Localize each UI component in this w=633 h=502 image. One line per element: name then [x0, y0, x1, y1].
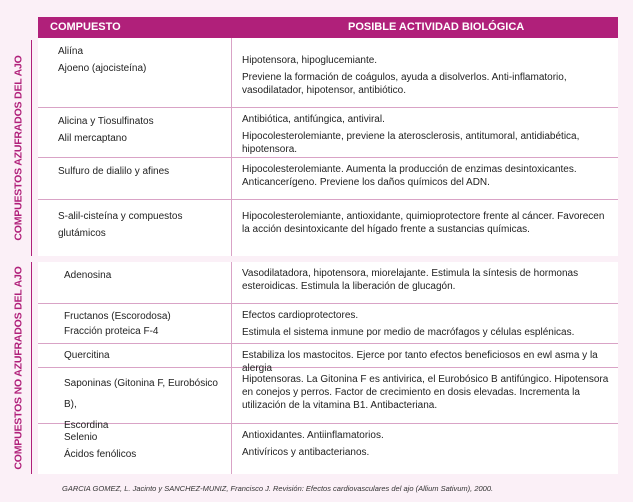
compound-cell: [38, 344, 232, 367]
compound-name: S-alil-cisteína y compuestos glutámicos: [58, 211, 183, 239]
compound-name: Quercitina: [64, 350, 110, 361]
compound-cell: [38, 158, 232, 199]
activity-cell: [232, 200, 618, 256]
activity-cell: [232, 304, 618, 343]
activity-text: Hipotensoras. La Gitonina F es antivirica, el Eurobósico B antifúngico. Hipotensora en conejos y perros. Factor de crecimiento en dosis elevadas. Incrementa la utilización de la vitamina B1. Antibacteriana.: [242, 374, 609, 411]
table-row: [38, 200, 618, 256]
compound-name: Alil mercaptano: [58, 133, 127, 144]
group2-side-rule: [31, 262, 32, 474]
compound-cell: [38, 368, 232, 431]
compound-name: Selenio: [64, 432, 98, 443]
compound-name: Ácidos fenólicos: [64, 449, 137, 460]
activity-cell: [232, 262, 618, 303]
activity-cell: [232, 108, 618, 157]
table-row: [38, 424, 618, 474]
table-row: [38, 262, 618, 304]
activity-text: Vasodilatadora, hipotensora, miorelajante. Estimula la síntesis de hormonas esteroidicas. Estimula la liberación de glucagón.: [242, 268, 579, 292]
group1-block: [38, 38, 618, 256]
activity-cell: [232, 424, 618, 474]
activity-text: Antibiótica, antifúngica, antiviral.: [242, 114, 385, 125]
group2-side-label: COMPUESTOS NO AZUFRADOS DEL AJO: [13, 266, 25, 470]
compound-name: Ajoeno (ajocisteína): [58, 63, 147, 74]
activity-cell: [232, 38, 618, 107]
compound-name: Fructanos (Escorodosa): [64, 311, 171, 322]
activity-cell: [232, 344, 618, 374]
table-row: [38, 158, 618, 200]
compound-cell: [38, 108, 232, 157]
header-compound: COMPUESTO: [50, 21, 121, 33]
group1-side-rule: [31, 40, 32, 256]
activity-text: Antivíricos y antibacterianos.: [242, 447, 370, 458]
activity-text: Hipocolesterolemiante, antioxidante, quimioprotectore frente al cáncer. Favorecen la acción desintoxicante del hígado frente a sustancias químicas.: [242, 211, 605, 235]
table-header: [38, 17, 618, 38]
compound-name: Fracción proteica F-4: [64, 326, 159, 337]
activity-cell: [232, 158, 618, 199]
table-row: [38, 108, 618, 158]
activity-text: Estimula el sistema inmune por medio de macrófagos y células esplénicas.: [242, 327, 575, 338]
compound-name: Saponinas (Gitonina F, Eurobósico B),: [64, 378, 218, 410]
activity-text: Hipocolesterolemiante, previene la aterosclerosis, antitumoral, antidiabética, hipotensora.: [242, 131, 580, 155]
compound-cell: [38, 38, 232, 107]
compound-cell: [38, 424, 232, 474]
activity-text: Hipotensora, hipoglucemiante.: [242, 55, 378, 66]
table-row: [38, 368, 618, 431]
header-activity: POSIBLE ACTIVIDAD BIOLÓGICA: [348, 21, 525, 33]
compound-name: Alicina y Tiosulfinatos: [58, 116, 154, 127]
activity-text: Antioxidantes. Antiinflamatorios.: [242, 430, 384, 441]
group2-block: [38, 262, 618, 474]
activity-text: Efectos cardioprotectores.: [242, 310, 359, 321]
compound-cell: [38, 262, 232, 303]
activity-text: Hipocolesterolemiante. Aumenta la producción de enzimas desintoxicantes. Anticancerígeno. Previene los daños químicos del ADN.: [242, 164, 577, 188]
table-row: [38, 344, 618, 374]
compound-name: Sulfuro de dialilo y afines: [58, 166, 170, 177]
compound-cell: [38, 304, 232, 343]
compound-name: Escordina: [64, 420, 109, 431]
activity-text: Estabiliza los mastocitos. Ejerce por tanto efectos beneficiosos en ewl asma y la alergia: [242, 350, 598, 374]
compound-name: Aliína: [58, 46, 84, 57]
table-row: [38, 304, 618, 344]
group1-side-label: COMPUESTOS AZUFRADOS DEL AJO: [13, 55, 26, 241]
source-citation: GARCIA GOMEZ, L. Jacinto y SANCHEZ-MUNIZ, Francisco J. Revisión: Efectos cardiovasculares del ajo (Allium Sativum), 2000.: [62, 484, 494, 493]
compound-cell: [38, 200, 232, 256]
compound-name: Adenosina: [64, 270, 112, 281]
activity-text: Previene la formación de coágulos, ayuda a disolverlos. Anti-inflamatorio, vasodilatador, hipotensor, antibiótico.: [242, 72, 567, 96]
table-row: [38, 38, 618, 108]
activity-cell: [232, 368, 618, 423]
